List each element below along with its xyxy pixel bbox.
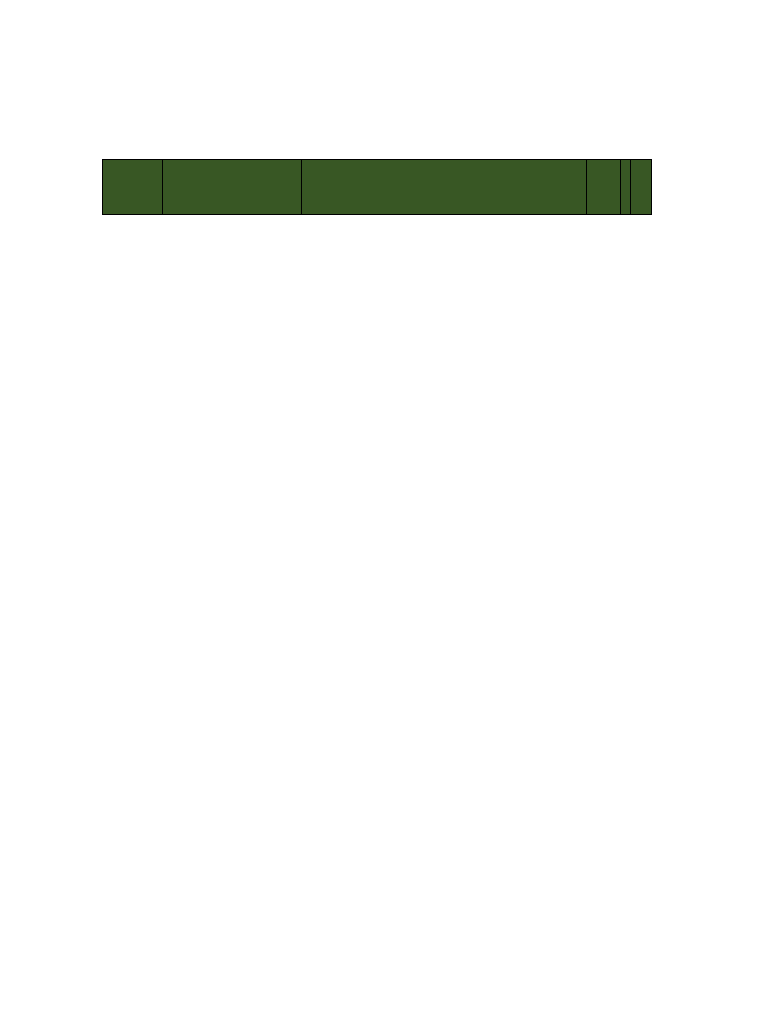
header-item	[163, 160, 302, 215]
backlog-table	[102, 159, 652, 215]
table-header-row	[103, 160, 652, 215]
header-priority	[587, 160, 621, 215]
header-id	[103, 160, 163, 215]
header-fase	[621, 160, 631, 215]
header-sprint	[631, 160, 652, 215]
header-story	[302, 160, 587, 215]
